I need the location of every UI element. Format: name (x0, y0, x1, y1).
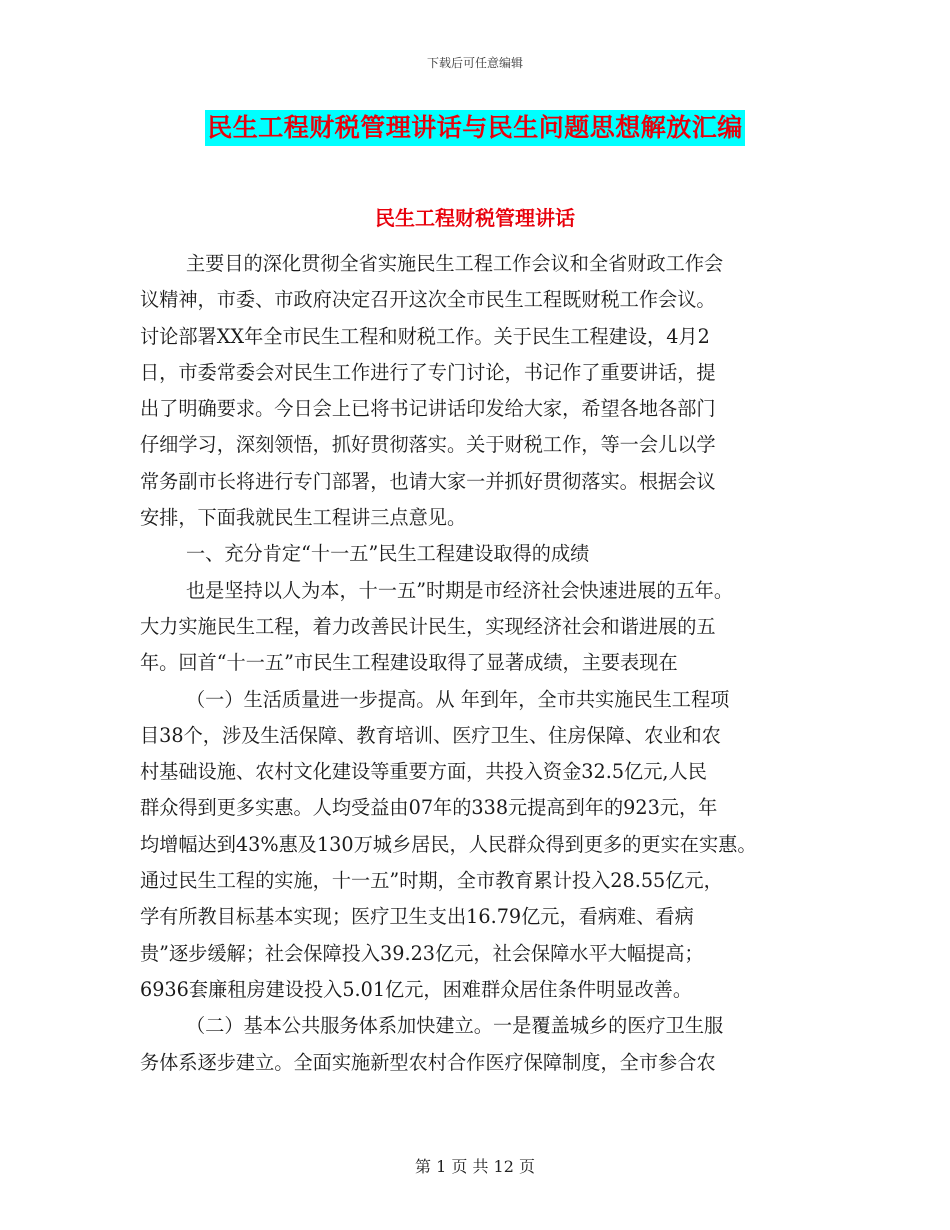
main-title: 民生工程财税管理讲话与民生问题思想解放汇编 (205, 110, 745, 146)
paragraph-line: 年。回首“十一五”市民生工程建设取得了显著成绩，主要表现在 (140, 651, 678, 675)
paragraph-line: 大力实施民生工程，着力改善民计民生，实现经济社会和谐进展的五 (140, 614, 716, 638)
paragraph-line: 贵”逐步缓解；社会保障投入39.23亿元，社会保障水平大幅提高； (140, 941, 704, 965)
paragraph-line: （一）生活质量进一步提高。从 年到年，全市共实施民生工程项 (186, 687, 730, 711)
paragraph-line: 学有所教目标基本实现；医疗卫生支出16.79亿元，看病难、看病 (140, 905, 694, 929)
paragraph-line: 仔细学习，深刻领悟，抓好贯彻落实。关于财税工作，等一会儿以学 (140, 433, 716, 457)
paragraph-line: 日，市委常委会对民生工作进行了专门讨论，书记作了重要讲话，提 (140, 360, 716, 384)
paragraph-line: 群众得到更多实惠。人均受益由07年的338元提高到年的923元，年 (140, 796, 718, 820)
paragraph-line: 村基础设施、农村文化建设等重要方面，共投入资金32.5亿元,人民 (140, 760, 707, 784)
paragraph-line: 目38个，涉及生活保障、教育培训、医疗卫生、住房保障、农业和农 (140, 723, 721, 747)
paragraph-line: 议精神，市委、市政府决定召开这次全市民生工程既财税工作会议。 (140, 288, 716, 312)
paragraph-line: 主要目的深化贯彻全省实施民生工程工作会议和全省财政工作会 (186, 252, 724, 275)
paragraph-line: 6936套廉租房建设投入5.01亿元，困难群众居住条件明显改善。 (140, 977, 693, 1001)
paragraph-line: 安排，下面我就民生工程讲三点意见。 (140, 506, 467, 530)
paragraph-line: 务体系逐步建立。全面实施新型农村合作医疗保障制度，全市参合农 (140, 1050, 716, 1074)
paragraph-line: 讨论部署XX年全市民生工程和财税工作。关于民生工程建设，4月2 (140, 324, 710, 348)
paragraph-line: 也是坚持以人为本，十一五”时期是市经济社会快速进展的五年。 (186, 578, 734, 602)
paragraph-line: 通过民生工程的实施，十一五”时期，全市教育累计投入28.55亿元， (140, 869, 723, 893)
header-note: 下载后可任意编辑 (426, 56, 523, 70)
paragraph-line: 出了明确要求。今日会上已将书记讲话印发给大家，希望各地各部门 (140, 397, 716, 421)
body-text (140, 246, 820, 1081)
paragraph-line: （二）基本公共服务体系加快建立。一是覆盖城乡的医疗卫生服 (186, 1014, 724, 1038)
section-heading-line: 一、充分肯定“十一五”民生工程建设取得的成绩 (186, 542, 590, 566)
paragraph-line: 常务副市长将进行专门部署，也请大家一并抓好贯彻落实。根据会议 (140, 469, 716, 493)
main-title-wrapper (0, 110, 950, 146)
paragraph-line: 均增幅达到43%惠及130万城乡居民，人民群众得到更多的更实在实惠。 (140, 832, 757, 856)
page-footer: 第 1 页 共 12 页 (415, 1157, 535, 1176)
section-title: 民生工程财税管理讲话 (375, 206, 575, 230)
